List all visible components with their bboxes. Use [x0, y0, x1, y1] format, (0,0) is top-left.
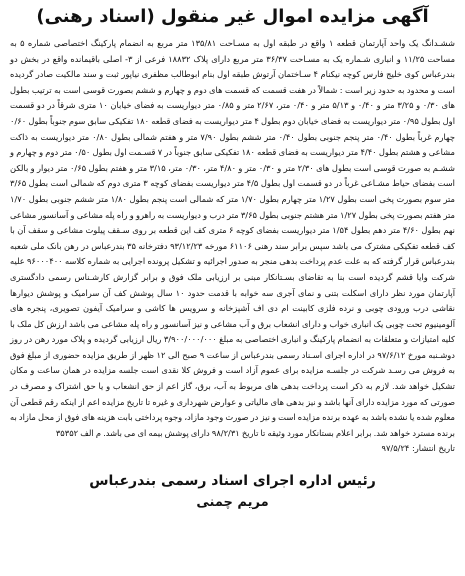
publication-date: تاریخ انتشار: ۹۷/۵/۲۴ — [381, 443, 455, 454]
signature-block — [10, 471, 455, 513]
notice-body: ششـدانگ یک واحد آپارتمان قطعه ۱ واقع در طبقه اول به مسـاحت ۱۳۵/۸۱ متر مربع به انضمام پارکینگ اختصاصی شماره ۵ به مساحت ۱۱/۲۵ و انباری شـماره یک به مسـاحت ۳۶/۳۷ متر مربع دارای پلاک ۱۸۸۳۲ فرعی از ۳- اصلی باقیمانده واقع در بخش دو بندرعباس کوی خلیج فارس کوچه نیکنام ۴ سـاختمان آرتوش طبقه اول بنام ابوطالب مظفری نیاپور ثبت و سند مالکیت صادر گردیده است و محدود به حدود زیر است : شمالاً در هفت قسمت که قسمت های دوم و چهارم و ششم بصورت قوسی است به ترتیب بطول های ۰/۳۰ و ۳/۲۵ متر و ۰/۴۰ و ۵/۱۳ متر و ۰/۴۰ متر، ۲/۶۷ متر و ۰/۸۵ متر دیواریست به فضای خیابان ۱۰ متری شرقاً در دو قسمت اول بطول ۰/۹۵ متر دیواریست به فضای خیابان دوم بطول ۴ متر دیواریست به فضای قطعه ۱۸۰ تفکیکی سابق سوم جنوباً بطول ۰/۶۰ چهارم غرباً بطول ۰/۴۰ متر پنجم جنوبی بطول ۰/۴۰ متر ششم بطول ۷/۹۰ متر و هفتم شمالی بطول ۰/۸۰ متر دیواریست به ذاکت مشاعی و هشتم بطول ۴/۴۰ متر دیواریست به فضای قطعه ۱۸۰ تفکیکی سابق جنوباً در ۷ قسـمت اول بطول ۰/۵۰ متر دوم و چهارم و ششـم به صورت قوسی است بطول های ۲/۳۰ متر و ۰/۳۰ متر و ۴/۸۰ متر، ۰/۳۰ متر، ۳/۱۵ متر و هفتم بطول ۰/۶۵ متر دیوار و بالکن است بفضای حیاط مشـاعی غرباً در دو قسمت اول بطول ۴/۵ متر دیواریست بفضای کوچه ۳ متری دوم که شمالی است بطول ۳/۶۵ متر سوم بصورت پخی است بطول ۱/۲۷ متر چهارم بطول ۱/۷۰ متر که شمالی است پنجم بطول ۱/۸۰ متر ششم جنوبی بطول ۱/۷۰ متر هفتم بصورت پخی بطول ۱/۲۷ متر هشتم جنوبی بطول ۳/۶۵ متر درب و دیواریست به راهرو و راه پله مشاعی و آسانسور مشاعی نهم بطول ۴/۶۰ متر دهم بطول ۱/۵۴ متر دیواریست بفضای کوچه ۶ متری کف این قطعه بر روی سـقف پیلوت مشاعی و سقف آن با کف قطعه تفکیکی مشترک می باشد سپس برابر سند رهنی ۶۱۱۰۶ مورخه ۹۳/۱۲/۲۳ دفترخانه ۳۵ بندرعباس در رهن بانک ملی شعبه بندرعباس قرار گرفته که به علت عدم پرداخت بدهی منجر به صدور اجرائیه و تشکیل پرونده اجرایی به شماره کلاسه ۹۶۰۰۰۴۰۰ علیه شرکت وایا قشم گردیده است بنا به تقاضای بسـتانکار مبنی بر ارزیابی ملک فوق و برابر گزارش کارشـناس رسمی دادگستری آپارتمان مورد نظر دارای اسکلت بتنی و نمای آجری سه خوابه با قدمت حدود ۱۰ سال پوشش کف آن سرامیک و پوشش دیوارها نقاشی درب ورودی چوبی و نرده فلزی کابینت ام دی اف آشپزخانه و سرویس ها کاشی و سرامیک آیفون تصویری، پنجره های آلومینیوم تحت چوبی یک انباری خواب و دارای انشعاب برق و آب مشاعی و نیز آسانسور و راه پله مشاعی می باشد ارزش کل ملک با کلیه امتیازات و متعلقات به انضمام پارکینگ و انباری اختصاصی به مبلغ ۳/۹۰۰/۰۰۰/۰۰۰ ریال ارزیابی گردیده و پلاک مورد رهن در روز دوشـنبه مورخ ۹۷/۶/۱۲ در اداره اجرای اسـناد رسمی بندرعباس از ساعت ۹ صبح الی ۱۲ ظهر از طریق مزایده حضوری از مبلغ فوق به فروش می رسـد شرکت در جلسـه مزایده برای عموم آزاد است و فروش کلا نقدی است جلسه مزایده در همان ساعت و مکان تشکیل خواهد شد. لازم به ذکر است پرداخت بدهی های مربوط به آب، برق، گاز اعم از حق انشعاب و یا حق اشتراک و مصرف در صورتی که مورد مزایده دارای آنها باشد و نیز بدهی های مالیاتی و عوارض شهرداری و غیره تا تاریخ مزایده اعم از اینکه رقم قطعی آن معلوم شده یا نشده باشد به عهده برنده مزایده است و نیز در صورت وجود مازاد، وجوه پرداختی بابت هزینه های فوق از محل مازاد به برنده مسترد خواهد شد. برابر اعلام بستانکار مورد وثیقه تا تاریخ ۹۸/۲/۳۱ دارای پوشش بیمه ای می باشد. م الف ۳۵۳۵۲ — [10, 38, 456, 438]
signatory-organization: رئیس اداره اجرای اسناد رسمی بندرعباس — [89, 473, 376, 490]
signatory-name: مریم چمنی — [196, 495, 269, 511]
notice-title: آگهی مزایده اموال غیر منقول (اسناد رهنی) — [36, 6, 429, 27]
